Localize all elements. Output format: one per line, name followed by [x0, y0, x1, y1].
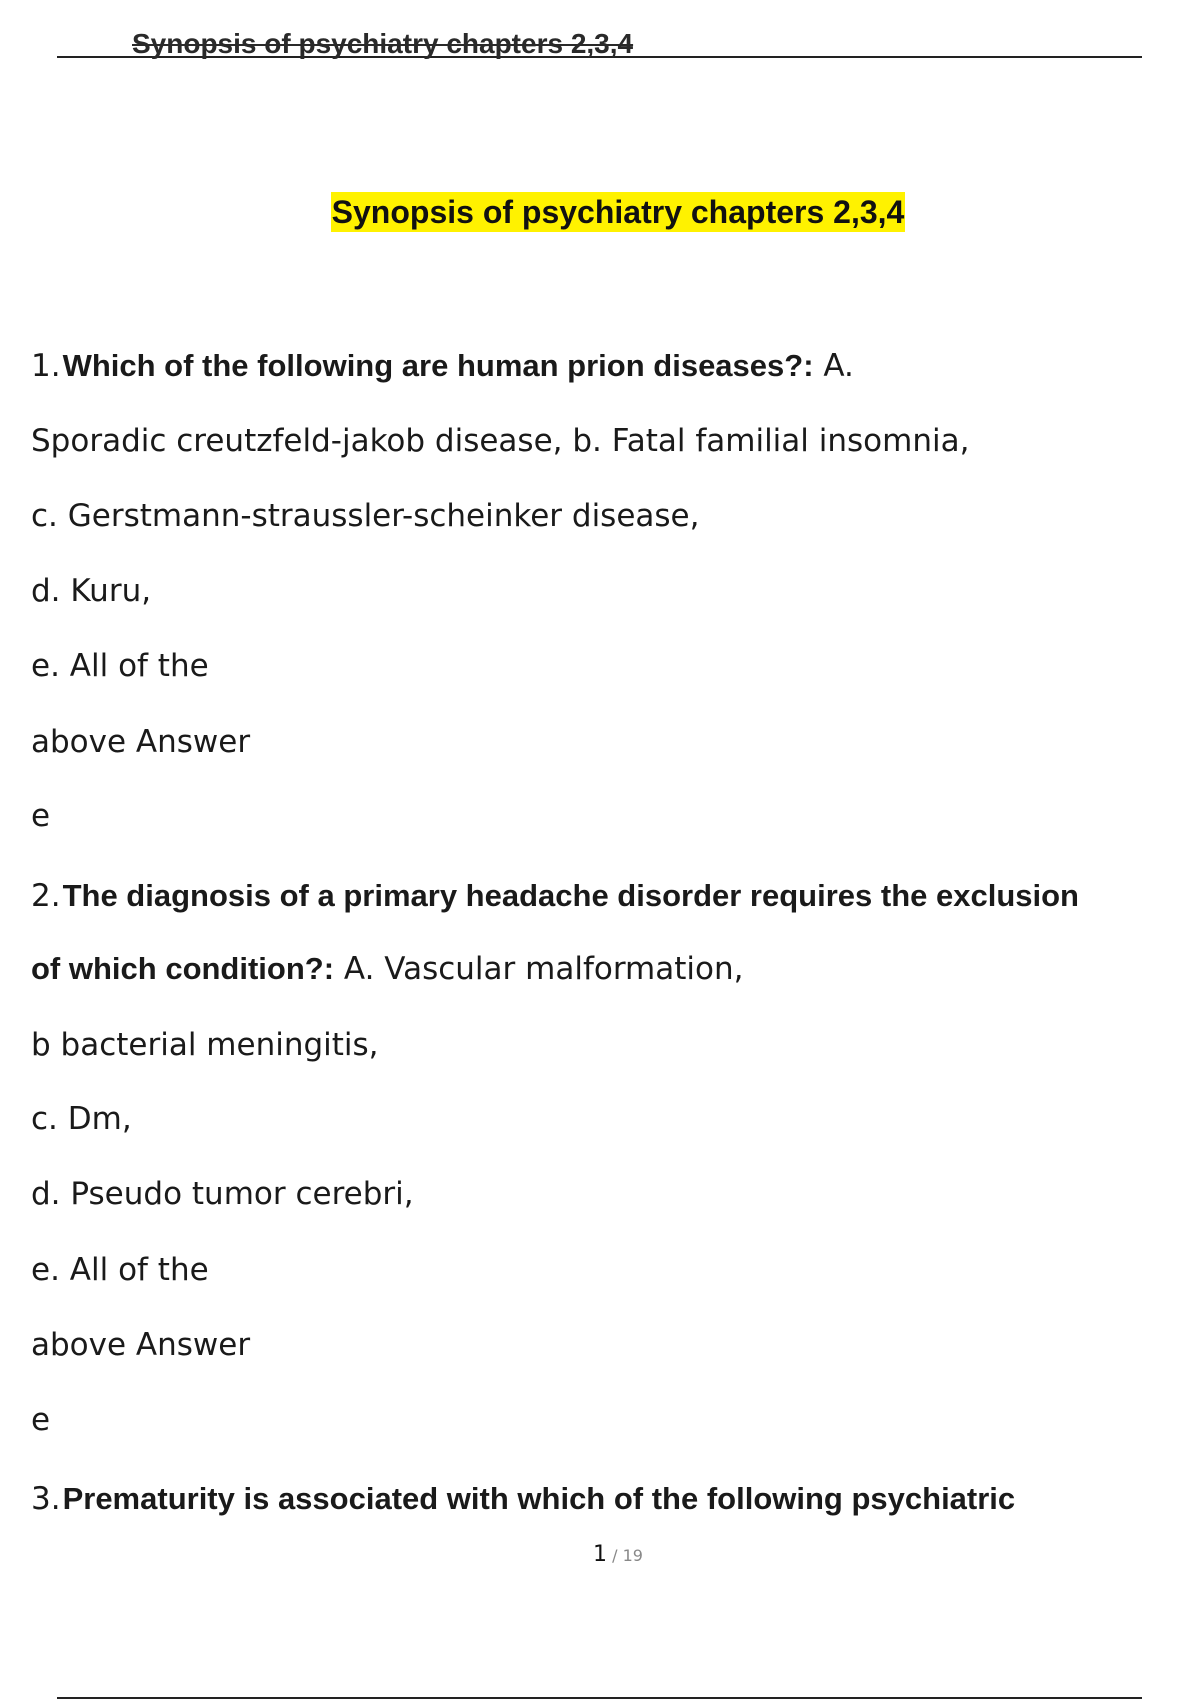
running-header-title: Synopsis of psychiatry chapters 2,3,4 [132, 28, 634, 59]
answer-option-text: A. [813, 348, 854, 384]
question-1-line-6: above Answer [31, 724, 251, 760]
document-title-text: Synopsis of psychiatry chapters 2,3,4 [331, 194, 905, 230]
question-number: 3. [31, 1481, 61, 1517]
question-3-line-1 [31, 1483, 1015, 1515]
document-title [0, 196, 1200, 228]
question-1-line-4: d. Kuru, [31, 573, 152, 609]
page-total: / 19 [607, 1546, 643, 1565]
page-current: 1 [593, 1542, 608, 1567]
question-2-line-1 [31, 880, 1079, 912]
page-number [0, 1542, 1200, 1567]
question-2-line-6: e. All of the [31, 1252, 209, 1288]
question-text: Prematurity is associated with which of the following psychiatric [62, 1481, 1016, 1516]
question-2-answer: e [31, 1402, 51, 1438]
question-text: The diagnosis of a primary headache disorder requires the exclusion [62, 878, 1079, 913]
question-text: of which condition?: [31, 951, 335, 986]
question-1-line-1 [31, 350, 854, 382]
question-text: Which of the following are human prion diseases?: [62, 348, 814, 383]
question-number: 1. [31, 348, 61, 384]
footer-rule [57, 1697, 1142, 1699]
question-2-line-7: above Answer [31, 1327, 251, 1363]
question-1-line-5: e. All of the [31, 648, 209, 684]
question-1-answer: e [31, 798, 51, 834]
question-2-line-5: d. Pseudo tumor cerebri, [31, 1176, 414, 1212]
answer-option-text: A. Vascular malformation, [334, 951, 744, 987]
question-1-line-3: c. Gerstmann-straussler-scheinker disease, [31, 498, 700, 534]
question-1-line-2: Sporadic creutzfeld-jakob disease, b. Fatal familial insomnia, [31, 423, 970, 459]
question-2-line-3: b bacterial meningitis, [31, 1027, 379, 1063]
question-number: 2. [31, 878, 61, 914]
question-2-line-4: c. Dm, [31, 1101, 132, 1137]
question-2-line-2 [31, 953, 743, 985]
